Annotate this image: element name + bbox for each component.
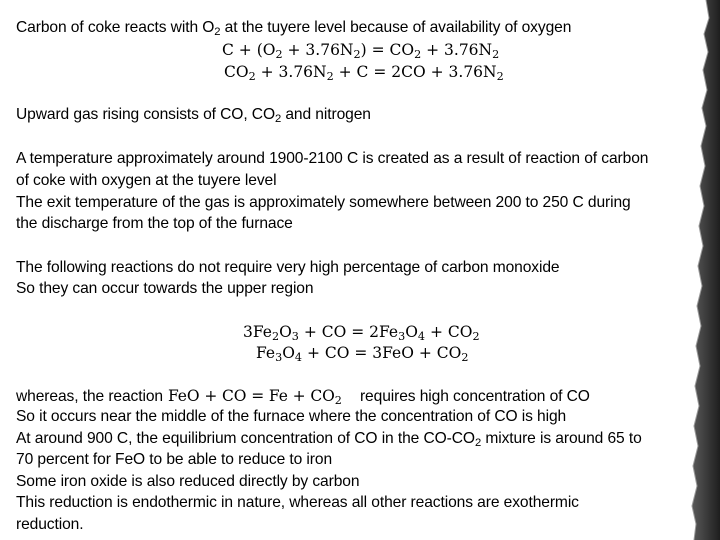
text-line-whereas: whereas, the reaction FeO + CO = $Fe + CO_2$ requires high concentration of CO bbox=[16, 387, 590, 408]
text-line-coke-oxygen: of coke with oxygen at the tuyere level bbox=[16, 172, 277, 189]
text-line-feo-iron: 70 percent for FeO to be able to reduce to iron bbox=[16, 451, 333, 468]
text-line-temperature: A temperature approximately around 1900-2100 C is created as a result of reaction of carbon bbox=[16, 150, 649, 167]
torn-edge-decoration bbox=[686, 0, 720, 540]
text-line-direct-reduction: Some iron oxide is also reduced directly by carbon bbox=[16, 473, 360, 490]
text-line-upward-gas: Upward gas rising consists of CO, $CO_2$ and nitrogen bbox=[16, 106, 371, 126]
text-line-discharge: the discharge from the top of the furnace bbox=[16, 215, 293, 232]
equation-magnetite-reduction: $Fe_3O_4$ + CO = $3FeO + CO_2$ bbox=[256, 344, 469, 365]
text-line-exit-temperature: The exit temperature of the gas is approximately somewhere between 200 to 250 C during bbox=[16, 194, 631, 211]
equation-wustite-reduction: FeO + CO = $Fe + CO_2$ bbox=[168, 387, 342, 408]
text-line-equilibrium: At around 900 C, the equilibrium concentration of CO in the $CO-CO_2$ mixture is around 65 to bbox=[16, 430, 642, 450]
equation-boudouard: $CO_2 + 3.76N_2 + C = 2CO + 3.76N_2$ bbox=[224, 63, 504, 84]
equation-combustion: $C + (O_2 + 3.76N_2) = CO_2 + 3.76N_2$ bbox=[222, 41, 500, 62]
text-line-middle-furnace: So it occurs near the middle of the furnace where the concentration of CO is high bbox=[16, 408, 567, 425]
text-line-following-reactions: The following reactions do not require very high percentage of carbon monoxide bbox=[16, 259, 560, 276]
text-line-upper-region: So they can occur towards the upper region bbox=[16, 280, 314, 297]
equation-hematite-reduction: $3Fe_2O_3$ + CO = $2Fe_3O_4 + CO_2$ bbox=[243, 323, 480, 344]
text-line-reduction: reduction. bbox=[16, 516, 84, 533]
text-line-endothermic: This reduction is endothermic in nature, whereas all other reactions are exothermic bbox=[16, 494, 579, 511]
text-line-coke-reacts: Carbon of coke reacts with $O_2$ at the tuyere level because of availability of oxygen bbox=[16, 19, 572, 39]
